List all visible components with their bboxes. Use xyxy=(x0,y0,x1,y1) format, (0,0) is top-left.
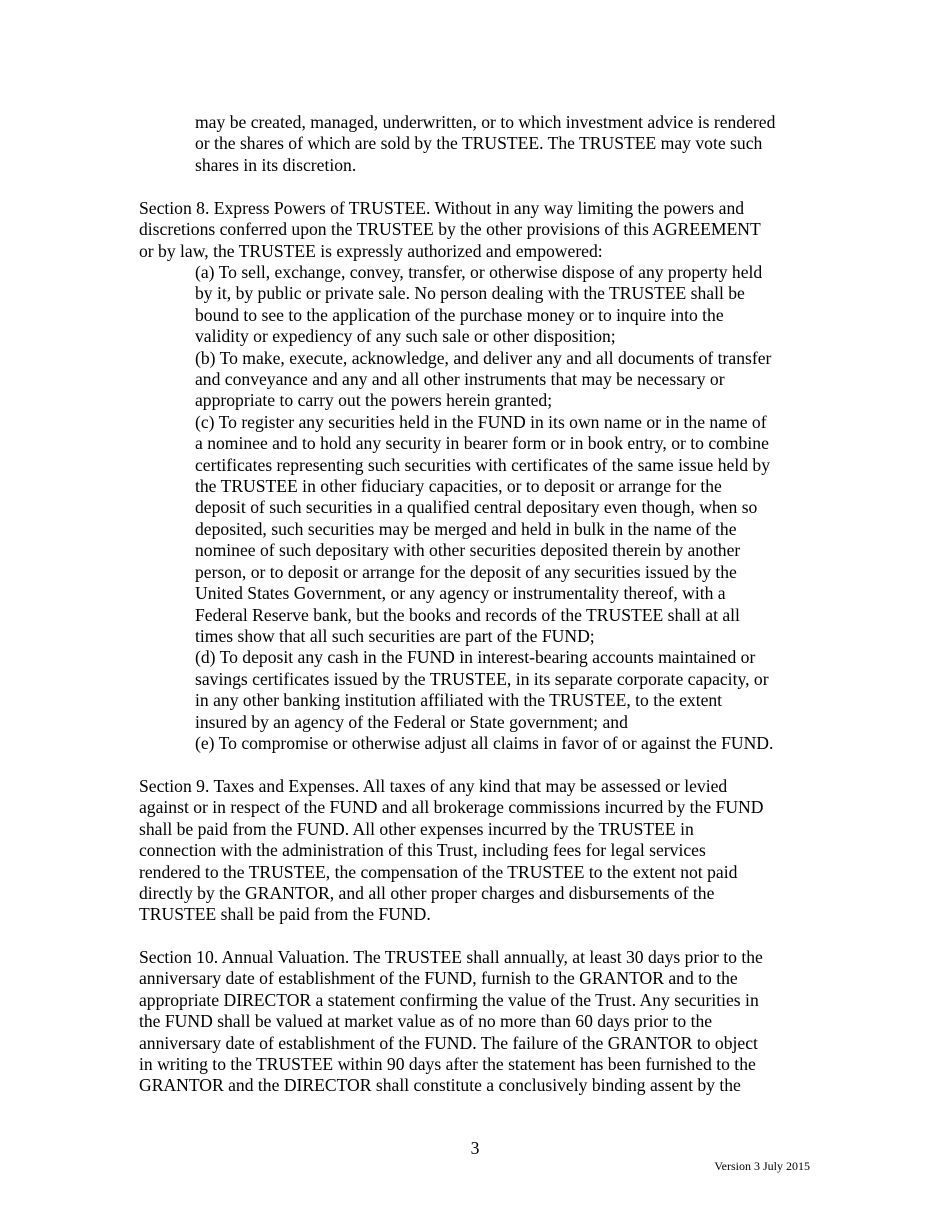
version-label: Version 3 July 2015 xyxy=(714,1159,810,1173)
text-line: or by law, the TRUSTEE is expressly authorized and empowered: xyxy=(139,240,603,261)
text-line: may be created, managed, underwritten, or to which investment advice is rendered xyxy=(195,112,776,132)
item-b-line: and conveyance and any and all other instruments that may be necessary or xyxy=(195,369,725,390)
item-c-line: certificates representing such securities with certificates of the same issue held by xyxy=(195,454,771,475)
text-line: shall be paid from the FUND. All other expenses incurred by the TRUSTEE in xyxy=(139,818,694,839)
item-d-line: insured by an agency of the Federal or State government; and xyxy=(195,711,628,732)
item-c-line: times show that all such securities are part of the FUND; xyxy=(195,625,595,646)
text-line: anniversary date of establishment of the FUND. The failure of the GRANTOR to object xyxy=(139,1032,758,1053)
item-c-line: (c) To register any securities held in the FUND in its own name or in the name of xyxy=(195,411,767,432)
text-line: appropriate DIRECTOR a statement confirming the value of the Trust. Any securities in xyxy=(139,989,759,1010)
text-line: against or in respect of the FUND and all brokerage commissions incurred by the FUND xyxy=(139,797,764,818)
text-line: Section 9. Taxes and Expenses. All taxes of any kind that may be assessed or levied xyxy=(139,776,728,796)
item-c-line: person, or to deposit or arrange for the deposit of any securities issued by the xyxy=(195,561,737,582)
item-c-line: a nominee and to hold any security in bearer form or in book entry, or to combine xyxy=(195,433,769,454)
item-d-line: (d) To deposit any cash in the FUND in interest-bearing accounts maintained or xyxy=(195,647,756,668)
text-line: rendered to the TRUSTEE, the compensation of the TRUSTEE to the extent not paid xyxy=(139,861,738,882)
item-c-line: United States Government, or any agency or instrumentality thereof, with a xyxy=(195,583,726,604)
item-b-line: appropriate to carry out the powers herein granted; xyxy=(195,390,553,411)
item-a-line: by it, by public or private sale. No person dealing with the TRUSTEE shall be xyxy=(195,283,745,304)
text-line: discretions conferred upon the TRUSTEE by the other provisions of this AGREEMENT xyxy=(139,219,761,240)
text-line: shares in its discretion. xyxy=(195,154,357,175)
page-number: 3 xyxy=(470,1138,480,1158)
item-d-line: savings certificates issued by the TRUSTEE, in its separate corporate capacity, or xyxy=(195,668,769,689)
section-8-intro xyxy=(139,198,814,262)
item-c-line: nominee of such depositary with other securities deposited therein by another xyxy=(195,540,741,561)
text-line: Section 8. Express Powers of TRUSTEE. Without in any way limiting the powers and xyxy=(139,198,745,218)
section-8-items xyxy=(195,262,820,754)
section-10-paragraph xyxy=(139,947,814,1097)
item-a-line: bound to see to the application of the purchase money or to inquire into the xyxy=(195,304,724,325)
item-c-line: the TRUSTEE in other fiduciary capacities, or to deposit or arrange for the xyxy=(195,476,722,497)
item-c-line: deposited, such securities may be merged and held in bulk in the name of the xyxy=(195,518,737,539)
text-line: or the shares of which are sold by the TRUSTEE. The TRUSTEE may vote such xyxy=(195,133,763,154)
text-line: Section 10. Annual Valuation. The TRUSTEE shall annually, at least 30 days prior to the xyxy=(139,947,763,967)
item-c-line: deposit of such securities in a qualified central depositary even though, when so xyxy=(195,497,758,518)
item-e-line: (e) To compromise or otherwise adjust all claims in favor of or against the FUND. xyxy=(195,732,774,753)
text-line: anniversary date of establishment of the FUND, furnish to the GRANTOR and to the xyxy=(139,968,738,989)
section-9-paragraph xyxy=(139,776,814,926)
item-d-line: in any other banking institution affiliated with the TRUSTEE, to the extent xyxy=(195,690,723,711)
text-line: directly by the GRANTOR, and all other proper charges and disbursements of the xyxy=(139,883,715,904)
text-line: in writing to the TRUSTEE within 90 days after the statement has been furnished to the xyxy=(139,1054,756,1075)
text-line: the FUND shall be valued at market value as of no more than 60 days prior to the xyxy=(139,1011,713,1032)
text-line: GRANTOR and the DIRECTOR shall constitute a conclusively binding assent by the xyxy=(139,1075,741,1096)
item-b-line: (b) To make, execute, acknowledge, and deliver any and all documents of transfer xyxy=(195,347,772,368)
text-line: connection with the administration of this Trust, including fees for legal services xyxy=(139,840,706,861)
item-a-line: validity or expediency of any such sale or other disposition; xyxy=(195,326,616,347)
item-a-line: (a) To sell, exchange, convey, transfer, or otherwise dispose of any property held xyxy=(195,262,763,282)
item-c-line: Federal Reserve bank, but the books and records of the TRUSTEE shall at all xyxy=(195,604,740,625)
text-line: TRUSTEE shall be paid from the FUND. xyxy=(139,904,431,925)
continuation-paragraph xyxy=(195,112,820,176)
